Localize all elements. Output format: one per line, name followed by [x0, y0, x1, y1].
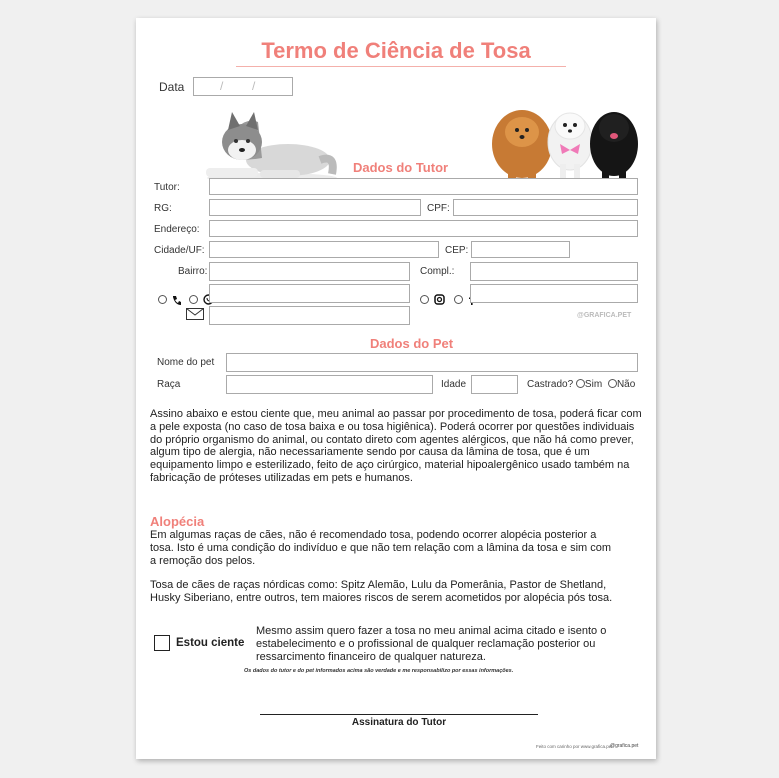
- page-title: Termo de Ciência de Tosa: [261, 38, 531, 63]
- footer-credit: Feito com carinho por www.grafica.pet: [536, 744, 613, 749]
- pet-name-input[interactable]: [226, 353, 638, 372]
- cpf-label: CPF:: [427, 203, 450, 214]
- disclaimer-text: Os dados do tutor e do pet informados acima são verdade e me responsabilizo por essas informações.: [244, 668, 514, 674]
- breed-label: Raça: [157, 379, 181, 390]
- email-icon: [186, 308, 204, 320]
- whatsapp-radio[interactable]: [189, 295, 198, 304]
- complement-label: Compl.:: [420, 266, 455, 277]
- complement-input[interactable]: [470, 262, 638, 281]
- alopecia-heading: Alopécia: [150, 514, 205, 529]
- phone-radio[interactable]: [158, 295, 167, 304]
- neutered-yes-label: Sim: [584, 379, 603, 390]
- phone-input[interactable]: [209, 284, 410, 303]
- date-field[interactable]: [193, 77, 293, 96]
- agreement-text: Mesmo assim quero fazer a tosa no meu animal acima citado e isento o estabelecimento e o profissional de qualquer reclamação posterior ou ressarcimento financeiro de qualquer natureza.: [256, 625, 607, 663]
- city-label: Cidade/UF:: [154, 245, 205, 256]
- neighborhood-label: Bairro:: [178, 266, 208, 277]
- neutered-no-label: Não: [616, 379, 636, 390]
- facebook-radio[interactable]: [454, 295, 463, 304]
- social-input[interactable]: [470, 284, 638, 303]
- neighborhood-input[interactable]: [209, 262, 410, 281]
- cep-label: CEP:: [445, 245, 469, 256]
- watermark: @GRAFICA.PET: [577, 312, 632, 319]
- rg-input[interactable]: [209, 199, 421, 216]
- date-label: Data: [159, 80, 185, 94]
- form-sheet: [136, 18, 656, 759]
- address-input[interactable]: [209, 220, 638, 237]
- date-separator: /: [220, 79, 224, 93]
- neutered-label: Castrado?: [527, 379, 574, 390]
- tutor-section-heading: Dados do Tutor: [353, 160, 449, 175]
- neutered-no-radio[interactable]: [608, 379, 617, 388]
- title-underline: [236, 66, 566, 67]
- address-label: Endereço:: [154, 224, 200, 235]
- instagram-icon: [434, 294, 445, 305]
- footer-handle: @grafica.pet: [610, 743, 639, 749]
- tutor-input[interactable]: [209, 178, 638, 195]
- cep-input[interactable]: [471, 241, 570, 258]
- alopecia-paragraph-2: Tosa de cães de raças nórdicas como: Spitz Alemão, Lulu da Pomerânia, Pastor de Shetland, Husky Siberiano, entre outros, tem maiores riscos de serem acometidos por alopécia pós tosa.: [150, 579, 613, 604]
- phone-whatsapp-options: [158, 288, 214, 302]
- social-options: [420, 288, 475, 302]
- consent-paragraph: Assino abaixo e estou ciente que, meu animal ao passar por procedimento de tosa, poderá ficar com a pele exposta (no caso de tosa baixa e ou tosa higiênica). Poderá ocorrer por questões individuais do próprio organismo do animal, ou contato direto com agentes alérgicos, que não há como prever, algum tipo de alergia, não necessariamente sendo por causa da lâmina de tosa, que é um equipamento limpo e esterilizado, feito de aço cirúrgico, material hipoalergênico usado também na fabricação de próteses utilizadas em pets e humanos.: [150, 408, 642, 484]
- signature-label: Assinatura do Tutor: [351, 717, 447, 728]
- breed-input[interactable]: [226, 375, 433, 394]
- tutor-label: Tutor:: [154, 182, 180, 193]
- spitz-dogs-illustration: [486, 98, 646, 184]
- email-input[interactable]: [209, 306, 410, 325]
- neutered-yes-radio[interactable]: [576, 379, 585, 388]
- cpf-input[interactable]: [453, 199, 638, 216]
- pet-name-label: Nome do pet: [157, 357, 215, 368]
- agree-checkbox-label: Estou ciente: [176, 637, 245, 649]
- husky-illustration: [200, 96, 340, 186]
- pet-section-heading: Dados do Pet: [370, 336, 454, 351]
- rg-label: RG:: [154, 203, 172, 214]
- age-label: Idade: [441, 379, 467, 390]
- city-input[interactable]: [209, 241, 439, 258]
- agree-checkbox[interactable]: [154, 635, 170, 651]
- signature-line: [260, 714, 538, 715]
- neutered-options: [527, 379, 635, 390]
- phone-icon: [172, 295, 181, 305]
- age-input[interactable]: [471, 375, 518, 394]
- instagram-radio[interactable]: [420, 295, 429, 304]
- alopecia-paragraph-1: Em algumas raças de cães, não é recomendado tosa, podendo ocorrer alopécia posterior a tosa. Isto é uma condição do indivíduo e que não tem relação com a lâmina da tosa e sim com a remoção dos pelos.: [150, 529, 612, 567]
- date-separator: /: [252, 79, 256, 93]
